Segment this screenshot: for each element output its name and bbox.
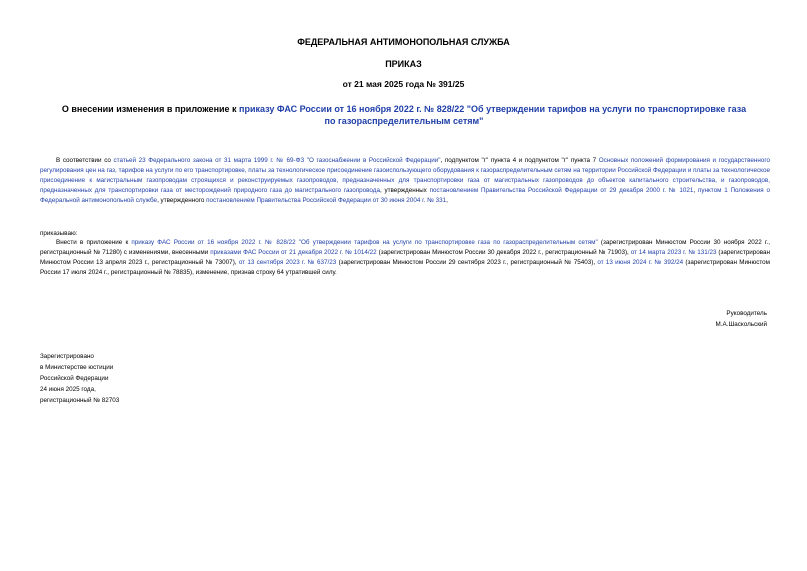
p2-text-3: (зарегистрирован Минюстом России 30 декабря 2022 г., регистрационный № 71903),	[376, 249, 631, 256]
link-basic-provisions[interactable]: Основных положений формирования и государственного регулирования цен на газ, тарифов на услуги по его транспортировке, платы за технологическое присоединение газоиспользующего оборудования к газораспределительным сетям на территории Российской Федерации и платы за технологическое присоединение к магистральным газопроводам строящихся и реконструируемых газопроводов, предназначенных для транспортировки газа от магистральных газопроводов до объектов капитального строительства, и газопроводов, предназначенных для транспортировки газа от месторождений природного газа до магистрального газопровода	[40, 157, 770, 194]
p2-text-1: Внести в приложение к	[56, 239, 132, 246]
p1-text-5: , утвержденного	[157, 197, 207, 204]
registration-line: Зарегистрировано	[40, 353, 94, 360]
link-resolution-1021[interactable]: постановлением Правительства Российской Федерации от 29 декабря 2000 г. № 1021	[429, 187, 694, 194]
registration-line: регистрационный № 82703	[40, 397, 120, 404]
p2-text-2: (зарегистрирован Минюстом России 30 ноября 2022 г., регистрационный № 71280) с изменениями, внесенными	[40, 239, 770, 256]
p2-text-5: (зарегистрирован Минюстом России 29 сентября 2023 г., регистрационный № 75403),	[336, 259, 598, 266]
p1-text-4: ,	[693, 187, 698, 194]
document-date-number: от 21 мая 2025 года № 391/25	[342, 79, 465, 89]
link-order-828-22[interactable]: приказу ФАС России от 16 ноября 2022 г. № 828/22 "Об утверждении тарифов на услуги по транспортировке газа по газораспределительным сетям"	[131, 239, 598, 246]
p1-text-1: В соответствии со	[56, 157, 114, 164]
document-title	[58, 103, 750, 127]
signature-name: М.А.Шаскольский	[715, 321, 767, 328]
agency-name: ФЕДЕРАЛЬНАЯ АНТИМОНОПОЛЬНАЯ СЛУЖБА	[297, 37, 510, 47]
p2-text-6: (зарегистрирован Минюстом России 17 июля 2024 г., регистрационный № 78835), изменение, признав строку 64 утратившей силу.	[40, 259, 771, 276]
link-fas-regulation-point-1[interactable]: пунктом 1 Положения о Федеральной антимонопольной службе	[40, 187, 770, 204]
title-link-order-828[interactable]: приказу ФАС России от 16 ноября 2022 г. № 828/22 "Об утверждении тарифов на услуги по транспортировке газа по газораспределительным сетям"	[239, 104, 747, 126]
registration-line: 24 июня 2025 года,	[40, 386, 96, 393]
link-order-637-23[interactable]: от 13 сентября 2023 г. № 637/23	[238, 259, 337, 266]
p2-text-4: (зарегистрирован Минюстом России 13 апреля 2023 г., регистрационный № 73007),	[40, 249, 770, 266]
link-federal-law-69[interactable]: статьей 23 Федерального закона от 31 марта 1999 г. № 69-ФЗ "О газоснабжении в Российской Федерации"	[113, 157, 441, 164]
link-order-131-23[interactable]: от 14 марта 2023 г. № 131/23	[630, 249, 717, 256]
registration-block	[40, 351, 119, 406]
signature-role: Руководитель	[726, 310, 767, 317]
p1-text-6: ,	[446, 197, 448, 204]
title-prefix: О внесении изменения в приложение к	[61, 104, 240, 114]
document-type: ПРИКАЗ	[385, 59, 422, 69]
registration-line: в Министерстве юстиции	[40, 364, 114, 371]
link-order-1014-22[interactable]: приказами ФАС России от 21 декабря 2022 г. № 1014/22	[210, 249, 377, 256]
paragraph-legal-basis	[40, 156, 770, 206]
order-word: приказываю:	[40, 230, 78, 237]
link-order-392-24[interactable]: от 13 июня 2024 г. № 392/24	[597, 259, 684, 266]
paragraph-amendment	[40, 238, 770, 278]
registration-line: Российской Федерации	[40, 375, 109, 382]
link-resolution-331[interactable]: постановлением Правительства Российской Федерации от 30 июня 2004 г. № 331	[206, 197, 447, 204]
p1-text-3: , утвержденных	[379, 187, 430, 194]
p1-text-2: , подпунктом "г" пункта 4 и подпунктом "г" пункта 7	[440, 157, 599, 164]
